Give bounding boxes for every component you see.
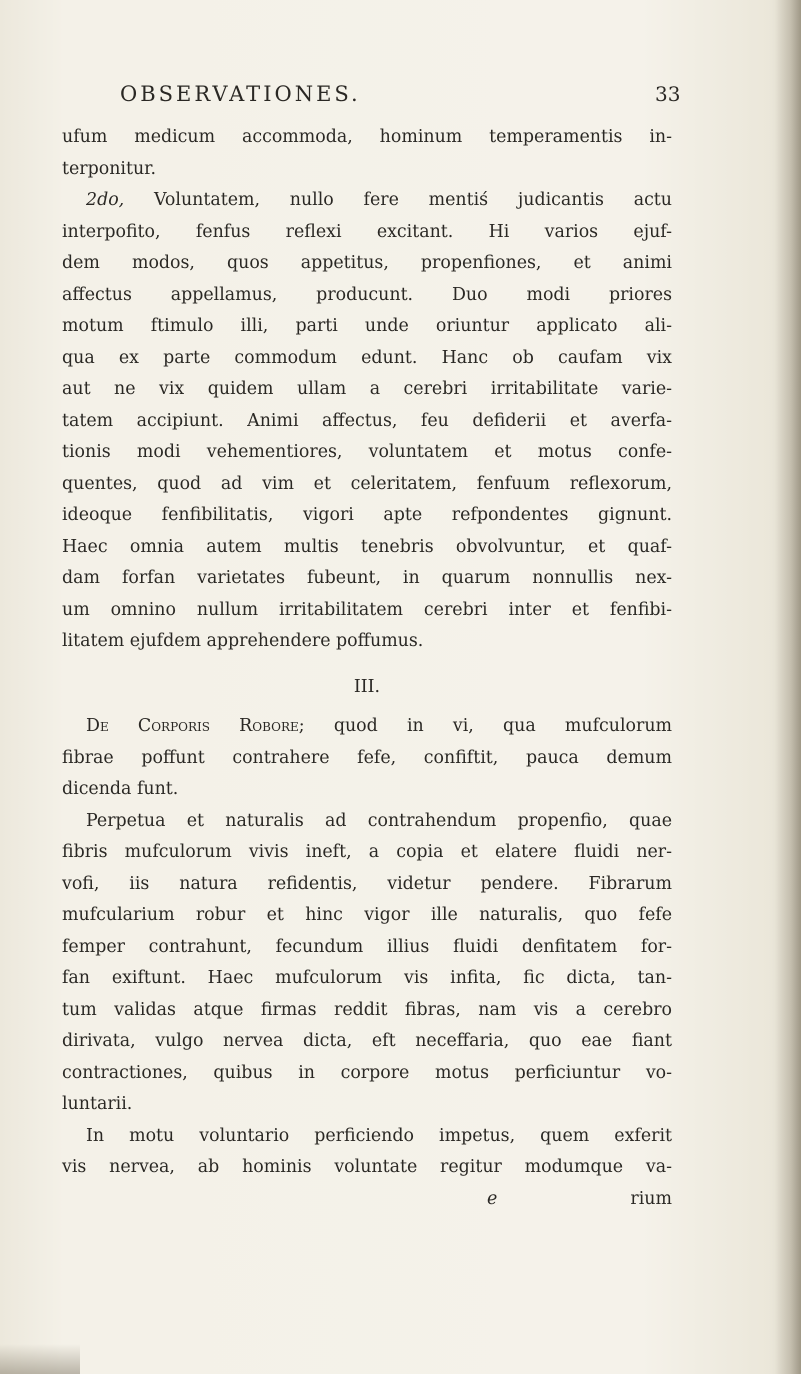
lead-smallcaps: De Corporis Robore;	[86, 716, 305, 736]
text-line: ideoque fenfibilitatis, vigori apte refpondentes gignunt.	[62, 505, 672, 525]
body-text	[62, 122, 672, 1215]
text-line: fibris mufculorum vivis ineft, a copia et elatere fluidi ner-	[62, 842, 672, 862]
catchword: rium	[630, 1188, 672, 1209]
text-line: ufum medicum accommoda, hominum temperamentis in-	[62, 127, 672, 147]
text-line: affectus appellamus, producunt. Duo modi priores	[62, 284, 672, 305]
text-line: fan exiftunt. Haec mufculorum vis infita, fic dicta, tan-	[62, 968, 672, 988]
text-line: fibrae poffunt contrahere fefe, confiftit, pauca demum	[62, 747, 672, 768]
text-line: In motu voluntario perficiendo impetus, quem exferit	[86, 1125, 672, 1146]
text-line: luntarii.	[62, 1094, 133, 1114]
page-number: 33	[655, 82, 681, 106]
text-line-rest: quod in vi, qua mufculorum	[333, 716, 673, 736]
running-title: OBSERVATIONES.	[120, 82, 361, 106]
text-line: dirivata, vulgo nervea dicta, eft neceffaria, quo eae fiant	[62, 1031, 672, 1051]
signature-mark: e	[487, 1188, 498, 1209]
text-line: tionis modi vehementiores, voluntatem et motus confe-	[62, 442, 672, 462]
page-stain	[0, 1344, 80, 1374]
text-line: tatem accipiunt. Animi affectus, feu defiderii et averfa-	[62, 410, 672, 431]
text-line	[62, 711, 672, 743]
text-line: dem modos, quos appetitus, propenfiones, et animi	[62, 253, 672, 273]
text-line: interpofito, fenfus reflexi excitant. Hi varios ejuf-	[62, 221, 672, 242]
text-line: vis nervea, ab hominis voluntate regitur modumque va-	[62, 1157, 672, 1177]
text-line	[62, 185, 672, 217]
text-line: dam forfan varietates fubeunt, in quarum nonnullis nex-	[62, 568, 672, 588]
text-line: motum ftimulo illi, parti unde oriuntur applicato ali-	[62, 316, 672, 336]
text-line-rest: Voluntatem, nullo fere mentiś judicantis actu	[153, 190, 672, 210]
text-line: contractiones, quibus in corpore motus perficiuntur vo-	[62, 1062, 672, 1083]
text-line: qua ex parte commodum edunt. Hanc ob caufam vix	[62, 347, 672, 368]
text-line: dicenda funt.	[62, 779, 179, 799]
text-line: mufcularium robur et hinc vigor ille naturalis, quo fefe	[62, 905, 672, 925]
text-line: terponitur.	[62, 158, 157, 179]
section-heading: III.	[353, 676, 381, 697]
footer-row	[62, 1184, 672, 1216]
text-line: aut ne vix quidem ullam a cerebri irritabilitate varie-	[62, 379, 672, 399]
text-line: vofi, iis natura refidentis, videtur pendere. Fibrarum	[62, 873, 672, 894]
text-line: litatem ejufdem apprehendere poffumus.	[62, 631, 424, 651]
text-line: Haec omnia autem multis tenebris obvolvuntur, et quaf-	[62, 536, 672, 557]
text-line: Perpetua et naturalis ad contrahendum propenfio, quae	[86, 810, 672, 831]
text-line: quentes, quod ad vim et celeritatem, fenfuum reflexorum,	[62, 473, 672, 494]
text-line: um omnino nullum irritabilitatem cerebri inter et fenfibi-	[62, 599, 672, 620]
item-label: 2do,	[86, 190, 125, 210]
text-line: femper contrahunt, fecundum illius fluidi denfitatem for-	[62, 936, 672, 957]
page-edge-shadow	[775, 0, 801, 1374]
text-line: tum validas atque firmas reddit fibras, nam vis a cerebro	[62, 999, 672, 1020]
